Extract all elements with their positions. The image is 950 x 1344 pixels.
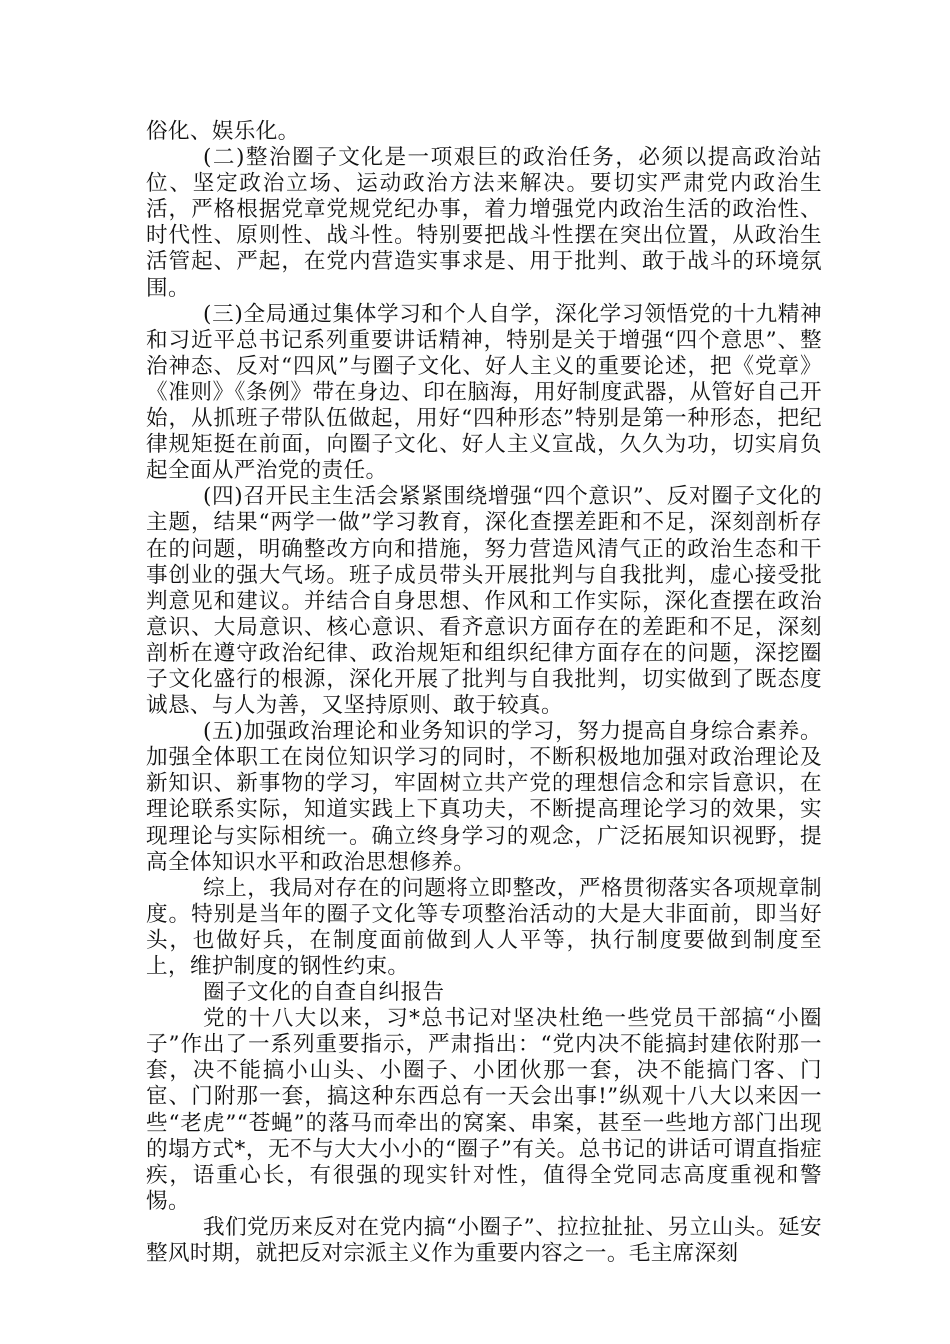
paragraph-item-3: (三)全局通过集体学习和个人自学，深化学习领悟党的十九精神和习近平总书记系列重要讲话精神，特别是关于增强“四个意思”、整治神态、反对“四风”与圈子文化、好人主义的重要论述，把《党章》《准则》《条例》带在身边、印在脑海，用好制度武器，从管好自己开始，从抓班子带队伍做起，用好“四种形态”特别是第一种形态，把纪律规矩挺在前面，向圈子文化、好人主义宣战，久久为功，切实肩负起全面从严治党的责任。 — [146, 301, 822, 484]
paragraph-item-5: (五)加强政治理论和业务知识的学习，努力提高自身综合素养。加强全体职工在岗位知识学习的同时，不断积极地加强对政治理论及新知识、新事物的学习，牢固树立共产党的理想信念和宗旨意识，在理论联系实际，知道实践上下真功夫，不断提高理论学习的效果，实现理论与实际相统一。确立终身学习的观念，广泛拓展知识视野，提高全体知识水平和政治思想修养。 — [146, 719, 822, 875]
paragraph-summary: 综上，我局对存在的问题将立即整改，严格贯彻落实各项规章制度。特别是当年的圈子文化等专项整治活动的大是大非面前，即当好头，也做好兵，在制度面前做到人人平等，执行制度要做到制度至上，维护制度的钢性约束。 — [146, 875, 822, 979]
paragraph-continuation: 俗化、娱乐化。 — [146, 119, 300, 144]
paragraph-history: 我们党历来反对在党内搞“小圈子”、拉拉扯扯、另立山头。延安整风时期，就把反对宗派主义作为重要内容之一。毛主席深刻 — [146, 1214, 822, 1267]
paragraph-item-2: (二)整治圈子文化是一项艰巨的政治任务，必须以提高政治站位、坚定政治立场、运动政治方法来解决。要切实严肃党内政治生活，严格根据党章党规党纪办事，着力增强党内政治生活的政治性、时代性、原则性、战斗性。特别要把战斗性摆在突出位置，从政治生活管起、严起，在党内营造实事求是、用于批判、敢于战斗的环境氛围。 — [146, 145, 822, 301]
paragraph-report-intro: 党的十八大以来，习*总书记对坚决杜绝一些党员干部搞“小圈子”作出了一系列重要指示，严肃指出：“党内决不能搞封建依附那一套，决不能搞小山头、小圈子、小团伙那一套，决不能搞门客、门宦、门附那一套，搞这种东西总有一天会出事!”纵观十八大以来因一些“老虎”“苍蝇”的落马而牵出的窝案、串案，甚至一些地方部门出现的塌方式*，无不与大大小小的“圈子”有关。总书记的讲话可谓直指症疾，语重心长，有很强的现实针对性，值得全党同志高度重视和警惕。 — [146, 1006, 822, 1214]
document-page — [146, 119, 822, 1267]
section-title: 圈子文化的自查自纠报告 — [203, 980, 445, 1006]
paragraph-item-4: (四)召开民主生活会紧紧围绕增强“四个意识”、反对圈子文化的主题，结果“两学一做”学习教育，深化查摆差距和不足，深刻剖析存在的问题，明确整改方向和措施，努力营造风清气正的政治生态和干事创业的强大气场。班子成员带头开展批判与自我批判，虚心接受批判意见和建议。并结合自身思想、作风和工作实际，深化查摆在政治意识、大局意识、核心意识、看齐意识方面存在的差距和不足，深刻剖析在遵守政治纪律、政治规矩和组织纪律方面存在的问题，深挖圈子文化盛行的根源，深化开展了批判与自我批判，切实做到了既态度诚恳、与人为善，又坚持原则、敢于较真。 — [146, 484, 822, 719]
